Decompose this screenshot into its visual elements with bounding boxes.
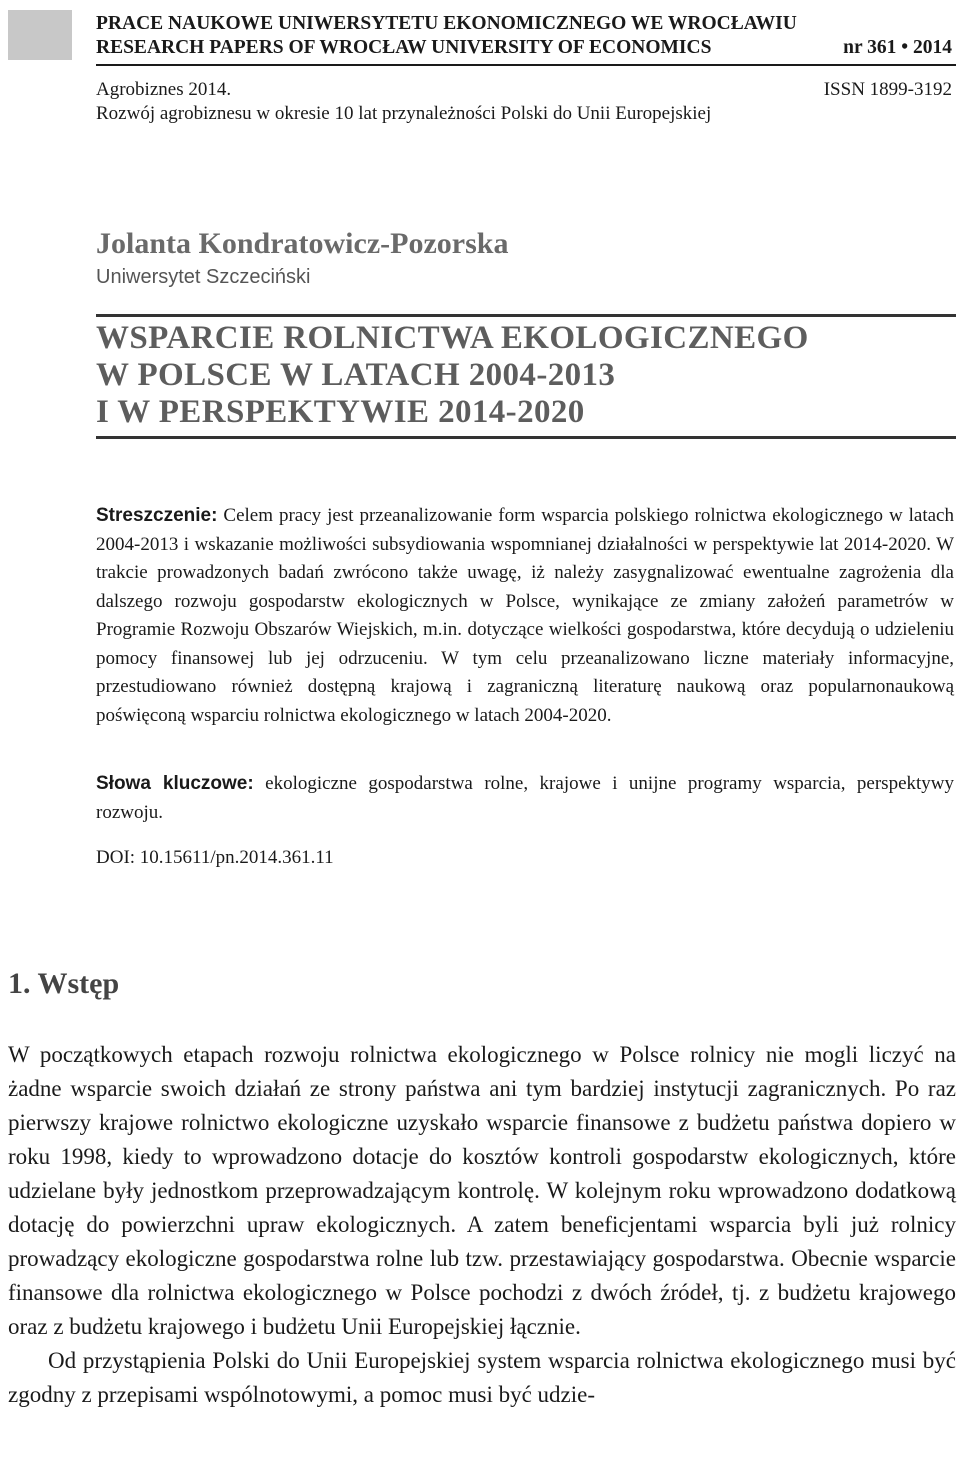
keywords-text: ekologiczne gospodarstwa rolne, krajowe i unijne programy wsparcia, perspektywy rozwoju. [96, 773, 955, 823]
journal-subtitle: Rozwój agrobiznesu w okresie 10 lat przynależności Polski do Unii Europejskiej [96, 103, 712, 124]
journal-info [96, 78, 956, 126]
series-title-pl: PRACE NAUKOWE UNIWERSYTETU EKONOMICZNEGO WE WROCŁAWIU [96, 13, 797, 34]
section-heading: 1. Wstęp [8, 967, 120, 1000]
series-title-en: RESEARCH PAPERS OF WROCŁAW UNIVERSITY OF ECONOMICS [96, 37, 712, 58]
issue-number: nr 361 • 2014 [843, 37, 952, 58]
paper-title [96, 320, 956, 431]
title-rule-top [96, 314, 956, 317]
header-grey-box [8, 10, 72, 60]
title-rule-bottom [96, 436, 956, 439]
title-line-3: I W PERSPEKTYWIE 2014-2020 [96, 394, 585, 430]
series-header [96, 12, 956, 60]
abstract-label: Streszczenie: [96, 505, 218, 526]
body-text [8, 1038, 956, 1412]
header-rule [96, 64, 956, 66]
issn: ISSN 1899-3192 [823, 79, 952, 100]
keywords [96, 770, 954, 827]
keywords-label: Słowa kluczowe: [96, 773, 254, 794]
body-paragraph-1: W początkowych etapach rozwoju rolnictwa ekologicznego w Polsce rolnicy nie mogli liczyć na żadne wsparcie swoich działań ze strony państwa ani tym bardziej instytucji zagranicznych. Po raz pierwszy krajowe rolnictwo ekologiczne uzyskało wsparcie finansowe z budżetu państwa dopiero w roku 1998, kiedy to wprowadzono dotacje do kosztów kontroli gospodarstw ekologicznych, które udzielane były jednostkom przeprowadzającym kontrolę. W kolejnym roku wprowadzono dodatkową dotację do powierzchni upraw ekologicznych. A zatem beneficjentami wsparcia byli już rolnicy prowadzący ekologiczne gospodarstwa rolne lub tzw. przestawiający gospodarstwa. Obecnie wsparcie finansowe dla rolnictwa ekologicznego w Polsce pochodzi z dwóch źródeł, tj. z budżetu krajowego oraz z budżetu krajowego i budżetu Unii Europejskiej łącznie. [8, 1042, 956, 1339]
title-line-1: WSPARCIE ROLNICTWA EKOLOGICZNEGO [96, 320, 809, 356]
abstract [96, 502, 954, 730]
title-line-2: W POLSCE W LATACH 2004-2013 [96, 357, 616, 393]
abstract-text: Celem pracy jest przeanalizowanie form wsparcia polskiego rolnictwa ekologicznego w latach 2004-2013 i wskazanie możliwości subsydiowania wspomnianej działalności w perspektywie lat 2014-2020. W trakcie prowadzonych badań zwrócono także uwagę, iż należy zasygnalizować ewentualne zagrożenia dla dalszego rozwoju gospodarstw ekologicznych w Polsce, wynikające ze zmiany założeń parametrów w Programie Rozwoju Obszarów Wiejskich, m.in. dotyczące wielkości gospodarstwa, które decydują o udzieleniu pomocy finansowej lub jej odrzuceniu. W tym celu przeanalizowano liczne materiały informacyjne, przestudiowano również dostępną krajową i zagraniczną literaturę naukową oraz popularnonaukową poświęconą wsparciu rolnictwa ekologicznego w latach 2004-2020. [96, 505, 954, 726]
journal-name: Agrobiznes 2014. [96, 79, 232, 100]
body-paragraph-2: Od przystąpienia Polski do Unii Europejskiej system wsparcia rolnictwa ekologicznego musi być zgodny z przepisami wspólnotowymi, a pomoc musi być udzie- [8, 1348, 956, 1407]
author-name: Jolanta Kondratowicz-Pozorska [96, 227, 509, 260]
doi: DOI: 10.15611/pn.2014.361.11 [96, 847, 334, 868]
author-affiliation: Uniwersytet Szczeciński [96, 266, 311, 288]
